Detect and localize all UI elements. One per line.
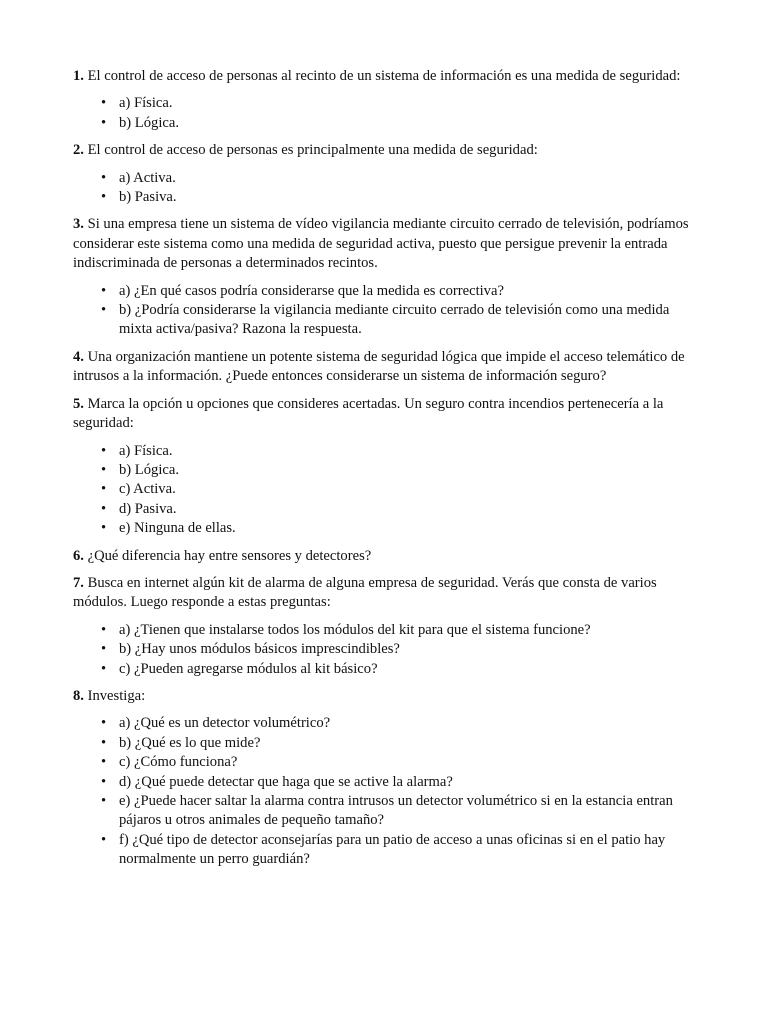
list-item: • a) ¿Qué es un detector volumétrico? (119, 714, 698, 733)
options-list (73, 169, 698, 208)
question-number: 7. (73, 574, 84, 591)
question-number: 6. (73, 547, 84, 564)
list-item: • b) Pasiva. (119, 188, 698, 207)
list-item: • a) ¿Tienen que instalarse todos los módulos del kit para que el sistema funcione? (119, 621, 698, 640)
list-item: • a) ¿En qué casos podría considerarse que la medida es correctiva? (119, 282, 698, 301)
list-item: • b) ¿Hay unos módulos básicos imprescindibles? (119, 640, 698, 659)
options-list (73, 621, 698, 679)
list-item: • c) ¿Cómo funciona? (119, 753, 698, 772)
options-list (73, 442, 698, 539)
question-text: Si una empresa tiene un sistema de vídeo vigilancia mediante circuito cerrado de televisión, podríamos considerar este sistema como una medida de seguridad activa, puesto que persigue prevenir la entrada indiscriminada de personas a determinados recintos. (73, 216, 689, 272)
list-item: • d) Pasiva. (119, 500, 698, 519)
question-number: 3. (73, 216, 84, 233)
list-item: • d) ¿Qué puede detectar que haga que se active la alarma? (119, 773, 698, 792)
list-item: • c) Activa. (119, 480, 698, 499)
list-item: • b) ¿Podría considerarse la vigilancia mediante circuito cerrado de televisión como una medida mixta activa/pasiva? Razona la respuesta. (119, 301, 698, 340)
options-list (73, 282, 698, 340)
list-item: • a) Física. (119, 94, 698, 113)
question-4 (73, 348, 698, 387)
question-text: ¿Qué diferencia hay entre sensores y detectores? (83, 547, 372, 564)
list-item: • e) ¿Puede hacer saltar la alarma contra intrusos un detector volumétrico si en la estancia entran pájaros u otros animales de pequeño tamaño? (119, 792, 698, 831)
question-number: 5. (73, 395, 84, 412)
question-text: El control de acceso de personas es principalmente una medida de seguridad: (83, 142, 538, 159)
question-text: Investiga: (83, 687, 146, 704)
question-8 (73, 687, 698, 706)
list-item: • f) ¿Qué tipo de detector aconsejarías para un patio de acceso a unas oficinas si en el patio hay normalmente un perro guardián? (119, 831, 698, 870)
question-1 (73, 67, 698, 86)
list-item: • e) Ninguna de ellas. (119, 519, 698, 538)
list-item: • a) Activa. (119, 169, 698, 188)
options-list (73, 714, 698, 869)
question-5 (73, 395, 698, 434)
question-text: Una organización mantiene un potente sistema de seguridad lógica que impide el acceso telemático de intrusos a la información. ¿Puede entonces considerarse un sistema de información seguro? (73, 348, 685, 385)
question-7 (73, 574, 698, 613)
question-text: Busca en internet algún kit de alarma de alguna empresa de seguridad. Verás que consta de varios módulos. Luego responde a estas preguntas: (73, 574, 657, 611)
list-item: • b) ¿Qué es lo que mide? (119, 734, 698, 753)
question-number: 1. (73, 68, 84, 84)
list-item: • b) Lógica. (119, 461, 698, 480)
list-item: • a) Física. (119, 442, 698, 461)
question-text: Marca la opción u opciones que consideres acertadas. Un seguro contra incendios pertenecería a la seguridad: (73, 395, 664, 432)
question-number: 2. (73, 142, 84, 159)
list-item: • b) Lógica. (119, 114, 698, 133)
question-6 (73, 547, 698, 566)
question-number: 8. (73, 687, 84, 704)
options-list (73, 94, 698, 133)
question-3 (73, 215, 698, 273)
list-item: • c) ¿Pueden agregarse módulos al kit básico? (119, 660, 698, 679)
question-text: El control de acceso de personas al recinto de un sistema de información es una medida de seguridad: (83, 68, 681, 84)
question-2 (73, 141, 698, 160)
question-number: 4. (73, 348, 84, 365)
